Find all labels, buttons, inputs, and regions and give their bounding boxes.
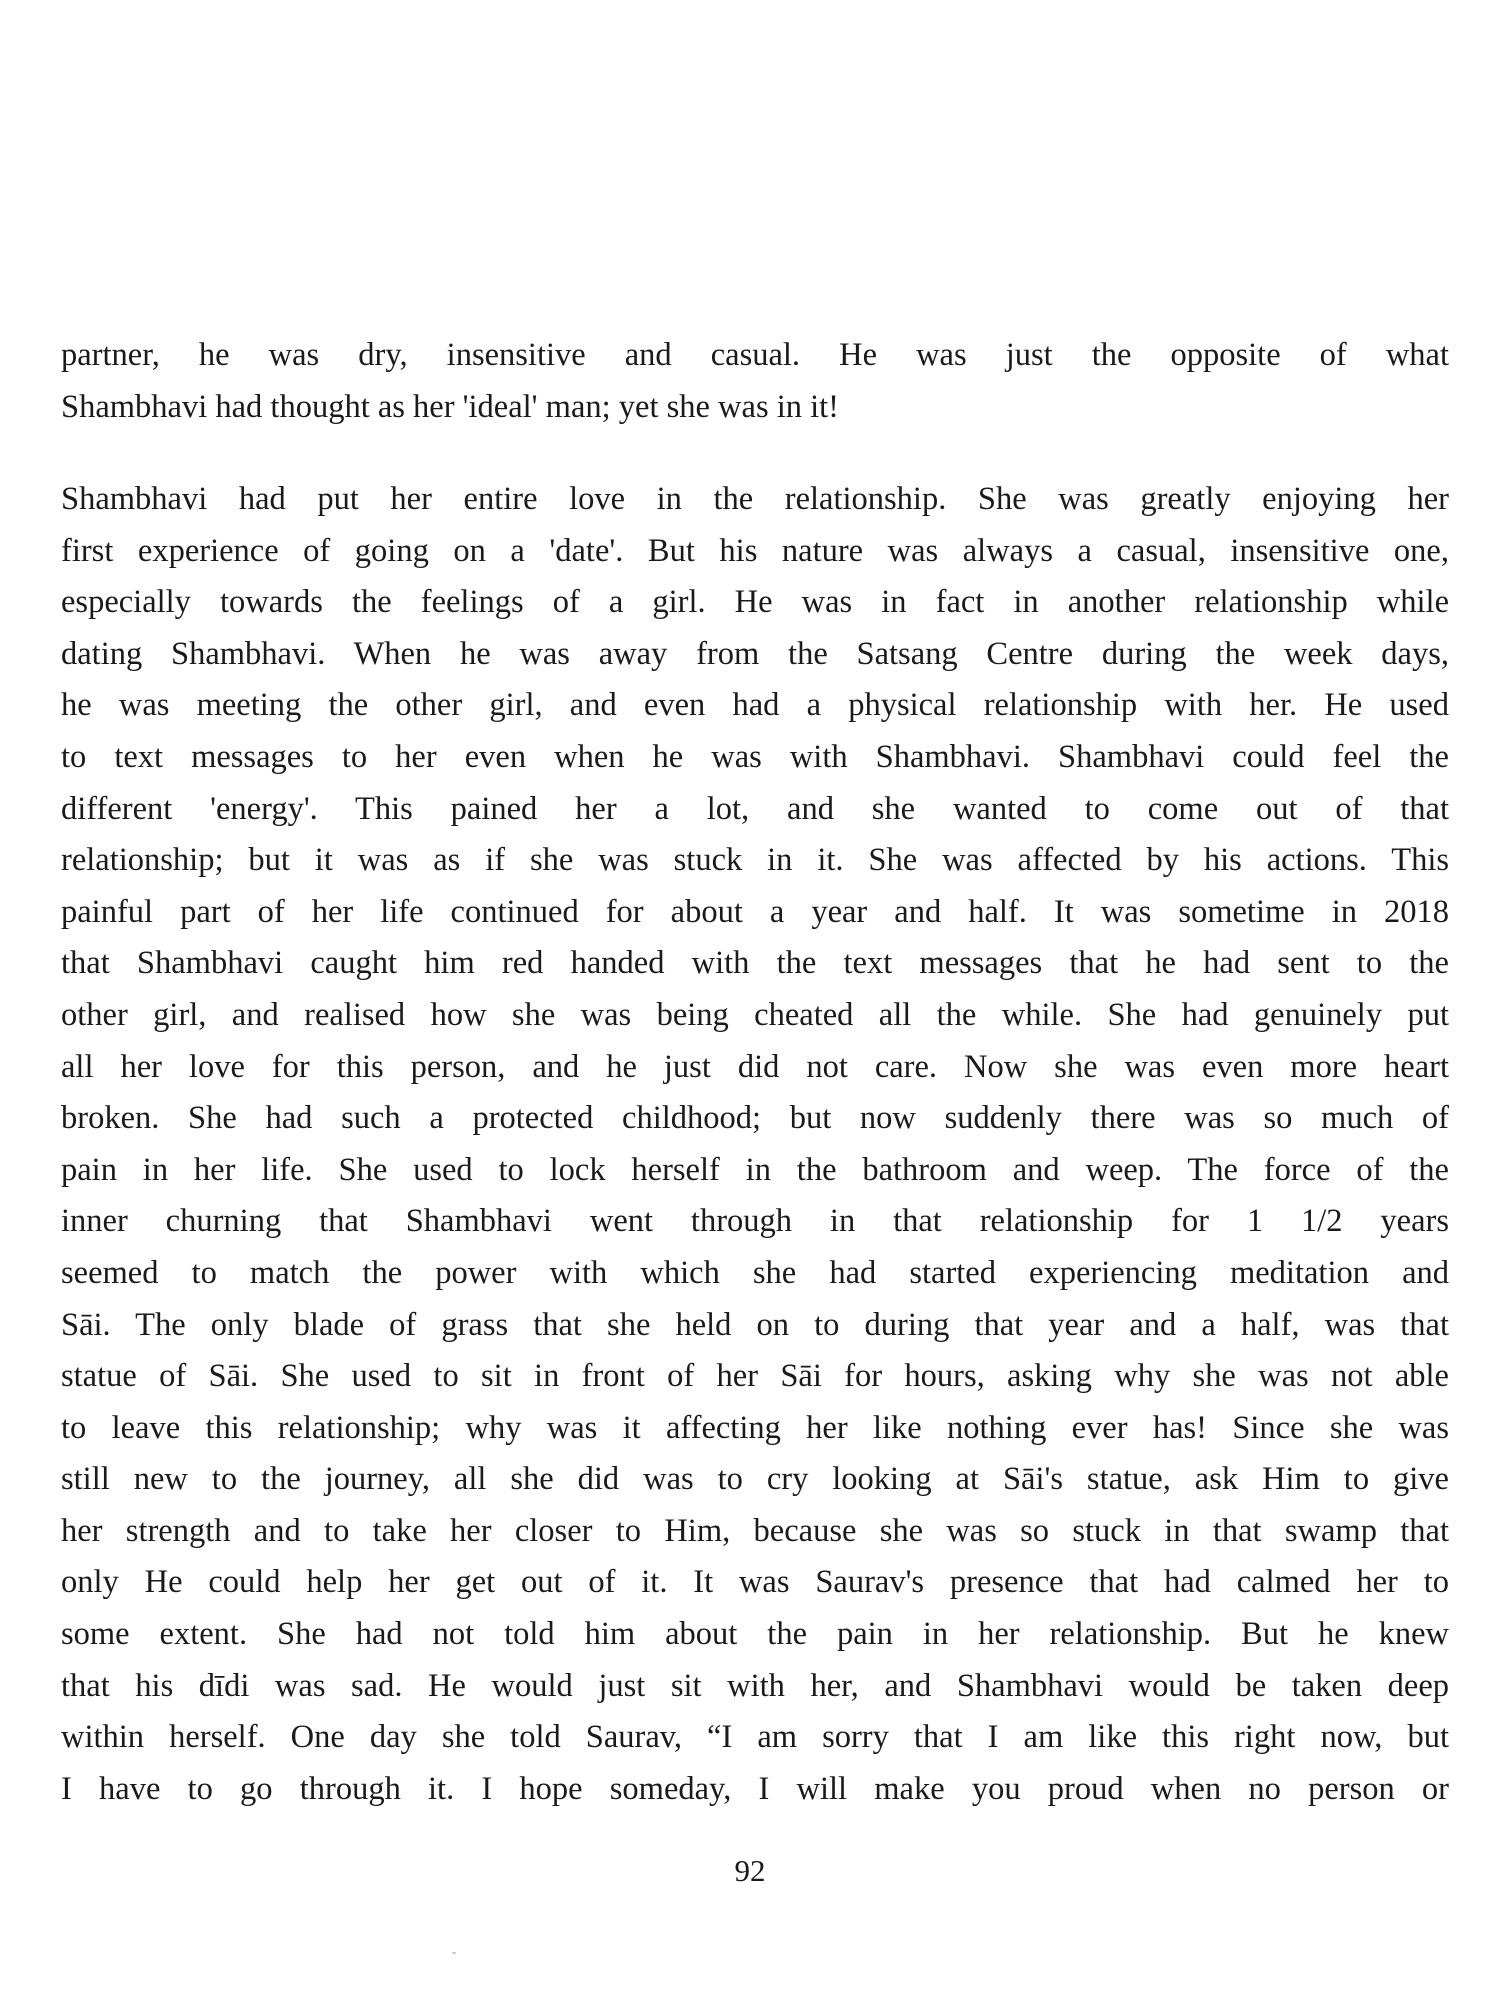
- text-line: to leave this relationship; why was it affecting her like nothing ever has! Since she was: [61, 1409, 1449, 1446]
- text-line: seemed to match the power with which she had started experiencing meditation and: [61, 1254, 1449, 1291]
- paragraph: [61, 474, 1449, 1815]
- text-line: dating Shambhavi. When he was away from the Satsang Centre during the week days,: [61, 635, 1449, 672]
- text-line: statue of Sāi. She used to sit in front of her Sāi for hours, asking why she was not able: [61, 1358, 1449, 1395]
- text-line: all her love for this person, and he just did not care. Now she was even more heart: [61, 1048, 1449, 1085]
- text-line: some extent. She had not told him about the pain in her relationship. But he knew: [61, 1616, 1449, 1653]
- text-line: only He could help her get out of it. It was Saurav's presence that had calmed her to: [61, 1564, 1449, 1601]
- text-line: pain in her life. She used to lock herself in the bathroom and weep. The force of the: [61, 1151, 1449, 1188]
- text-line: relationship; but it was as if she was stuck in it. She was affected by his actions. This: [61, 842, 1449, 879]
- page-number: 92: [734, 1853, 766, 1888]
- text-line: that Shambhavi caught him red handed with the text messages that he had sent to the: [61, 945, 1449, 982]
- text-line: different 'energy'. This pained her a lot, and she wanted to come out of that: [61, 790, 1449, 827]
- text-line: broken. She had such a protected childhood; but now suddenly there was so much of: [61, 1100, 1449, 1137]
- text-line: within herself. One day she told Saurav, “I am sorry that I am like this right now, but: [61, 1719, 1449, 1756]
- text-line: he was meeting the other girl, and even had a physical relationship with her. He used: [61, 687, 1449, 724]
- text-line: especially towards the feelings of a girl. He was in fact in another relationship while: [61, 584, 1449, 621]
- text-line: painful part of her life continued for about a year and half. It was sometime in 2018: [61, 893, 1449, 930]
- text-line: inner churning that Shambhavi went through in that relationship for 1 1/2 years: [61, 1203, 1449, 1240]
- text-line: Sāi. The only blade of grass that she held on to during that year and a half, was that: [61, 1306, 1449, 1343]
- text-line: I have to go through it. I hope someday, I will make you proud when no person or: [61, 1770, 1449, 1807]
- text-line: partner, he was dry, insensitive and casual. He was just the opposite of what: [61, 337, 1449, 373]
- text-line: Shambhavi had thought as her 'ideal' man; yet she was in it!: [61, 388, 840, 425]
- text-line: other girl, and realised how she was being cheated all the while. She had genuinely put: [61, 996, 1449, 1033]
- text-line: still new to the journey, all she did was to cry looking at Sāi's statue, ask Him to give: [61, 1461, 1449, 1498]
- text-line: that his dīdi was sad. He would just sit with her, and Shambhavi would be taken deep: [61, 1667, 1449, 1704]
- scan-artifact: [452, 1952, 456, 1954]
- text-line: her strength and to take her closer to Him, because she was so stuck in that swamp that: [61, 1512, 1449, 1549]
- paragraph: [61, 330, 1449, 433]
- text-line: to text messages to her even when he was with Shambhavi. Shambhavi could feel the: [61, 738, 1449, 775]
- text-line: first experience of going on a 'date'. But his nature was always a casual, insensitive one,: [61, 532, 1449, 569]
- text-line: Shambhavi had put her entire love in the relationship. She was greatly enjoying her: [61, 481, 1449, 517]
